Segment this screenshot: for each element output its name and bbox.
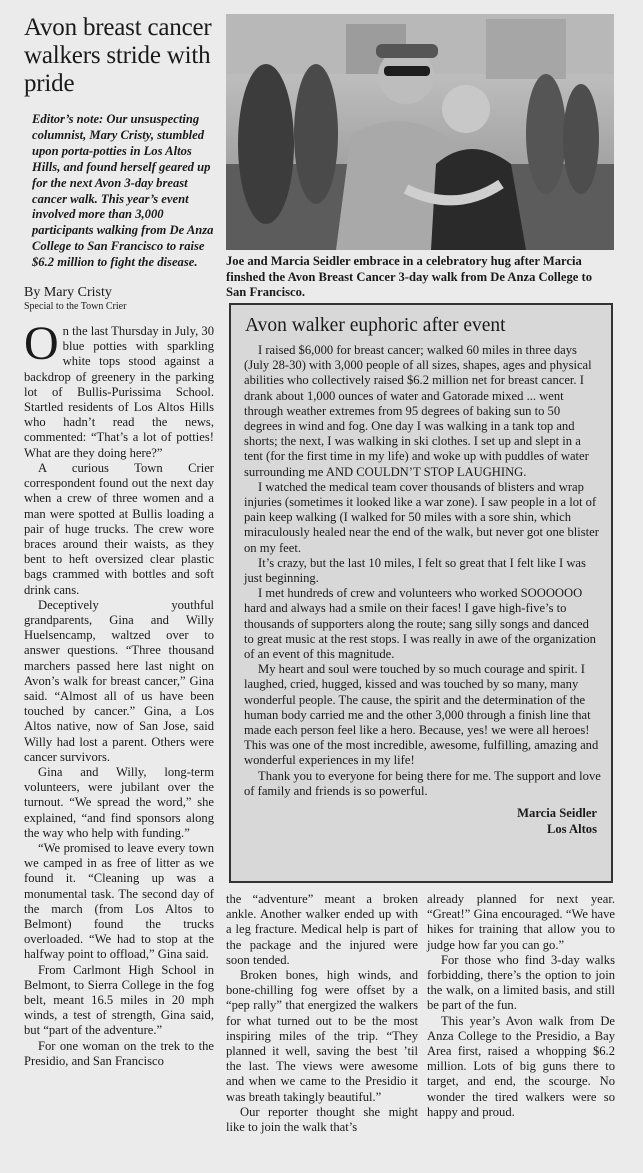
sidebar-paragraph: Thank you to everyone for being there for me. The support and love of family and friends is so powerful. [244,768,601,798]
signature-name: Marcia Seidler [517,806,597,821]
body-paragraph: Broken bones, high winds, and bone-chilling fog were offset by a “pep rally” that energized the walkers for what turned out to be the most inspiring miles of the trip. “They planned it well, saving the best ’til the last. The views were awesome and when we came to the Presidio it was breath takingly beautiful.” [226,968,418,1104]
byline: By Mary Cristy [24,285,112,301]
body-paragraph: already planned for next year. “Great!” Gina encouraged. “We have hikes for training that allow you to judge how far you can go.” [427,892,615,952]
photo-illustration [226,14,614,250]
body-paragraph: Gina and Willy, long-term volunteers, were jubilant over the turnout. “We spread the word,” she explained, “and find sponsors along the way who help with funding.” [24,764,214,840]
body-paragraph: Deceptively youthful grandparents, Gina and Willy Huelsencamp, waltzed over to answer questions. “Three thousand marchers passed here last night on Avon’s walk for breast cancer,” Gina said. “Almost all of us have been touched by cancer.” Gina, a Los Altos native, now of San Jose, said Willy had lost a parent. Others were cancer survivors. [24,597,214,764]
body-paragraph: This year’s Avon walk from De Anza College to the Presidio, a Bay Area first, raised a whopping $6.2 million. Lots of big guns there to target, and end, the scourge. No wonder the tired walkers were so happy and proud. [427,1013,615,1119]
sidebar-paragraph: I watched the medical team cover thousands of blisters and wrap injuries (sometimes it looked like a war zone). I saw people in a lot of pain keep walking (I walked for 50 miles with a sore shin, which miraculously healed near the end of the walk, but never got one blister on my feet. [244,479,599,555]
drop-cap: O [24,317,59,371]
signature [231,805,597,837]
sidebar-paragraph: My heart and soul were touched by so much courage and spirit. I laughed, cried, hugged, kissed and was touched by so many, many wonderful people. The cause, the spirit and the determination of the human body carried me and the other 3,000 through a finish line that made each person feel like a hero. Because, yes! we were all heroes! This was one of the most incredible, awesome, fulfilling, amazing and wonderful experiences in my life! [244,662,599,768]
body-paragraph: the “adventure” meant a broken ankle. Another walker ended up with a leg fracture. Medical help is part of the package and the injured were soon tended. [226,892,418,967]
body-paragraph: From Carlmont High School in Belmont, to Sierra College in the fog belt, meant 16.5 miles in 20 mph winds, a test of strength, Gina said, but “part of the adventure.” [24,962,214,1038]
article-body [24,317,214,1069]
left-column [24,14,214,1069]
sidebar-title: Avon walker euphoric after event [245,315,506,336]
sidebar-paragraph: I met hundreds of crew and volunteers who worked SOOOOOO hard and always had a smile on their faces! I gave high-five’s to thousands of supporters along the route; sang silly songs and danced to great music at the rest stops. I was really in awe of the organization of an event of this magnitude. [244,586,596,662]
body-paragraph: For one woman on the trek to the Presidio, and San Francisco [24,1038,214,1068]
body-paragraph: A curious Town Crier correspondent found out the next day when a crew of three women and a man were spotted at Bullis loading a pair of huge trucks. The crew wore braces around their waists, as they bent to heft oversized clear plastic bags crammed with bottles and soft drink cans. [24,460,214,597]
sidebar-paragraph: I raised $6,000 for breast cancer; walked 60 miles in three days (July 28-30) with 3,000 people of all sizes, shapes, ages and physical abilities who collectively raised $6.2 million net for breast cancer. I drank about 1,000 ounces of water and Gatorade mixed ... went through weather extremes from 95 degrees of baking sun to 50 degrees in wind and fog. One day I was walking in a tank top and shorts; the next, I was walking in ski clothes. I set up and slept in a tent (for the first time in my life) and woke up with puddles of water surrounding me AND COULDN’T STOP LAUGHING. [244,343,592,479]
body-paragraph: “We promised to leave every town we camped in as free of litter as we found it. “Cleaning up was a monumental task. The second day of the march (from Los Altos to Belmont) found the trucks overloaded. “We had to stop at the halfway point to offload,” Gina said. [24,840,214,962]
editors-note: Editor’s note: Our unsuspecting columnist, Mary Cristy, stumbled upon porta-potties in Los Altos Hills, and found herself geared up for the next Avon 3-day breast cancer walk. This year’s event involved more than 3,000 participants walking from De Anza College to San Francisco to raise $6.2 million to fight the disease. [32,112,214,270]
photo-caption: Joe and Marcia Seidler embrace in a celebratory hug after Marcia finshed the Avon Breast Cancer 3-day walk from De Anza College to San Francisco. [226,254,593,300]
news-photo [226,14,614,250]
signature-place: Los Altos [546,822,597,837]
body-paragraph: Our reporter thought she might like to join the walk that’s [226,1104,418,1135]
byline-role: Special to the Town Crier [24,301,127,313]
body-paragraph: For those who find 3-day walks forbidding, there’s the option to join the walk, on a limited basis, and still be part of the fun. [427,952,615,1013]
body-paragraph: On the last Thursday in July, 30 blue potties with sparkling white tops stood against a backdrop of greenery in the parking lot of Bullis-Purissima School. Startled residents of Los Altos Hills who hadn’t read the news, commented: “That’s a lot of potties! What are they doing here?” [24,317,214,460]
sidebar-paragraph: It’s crazy, but the last 10 miles, I felt so great that I felt like I was just beginning. [244,555,586,586]
article-column-3 [226,892,418,1135]
headline: Avon breast cancer walkers stride with pride [24,14,212,97]
article-column-4 [427,892,615,1120]
sidebar-letter [229,303,613,883]
